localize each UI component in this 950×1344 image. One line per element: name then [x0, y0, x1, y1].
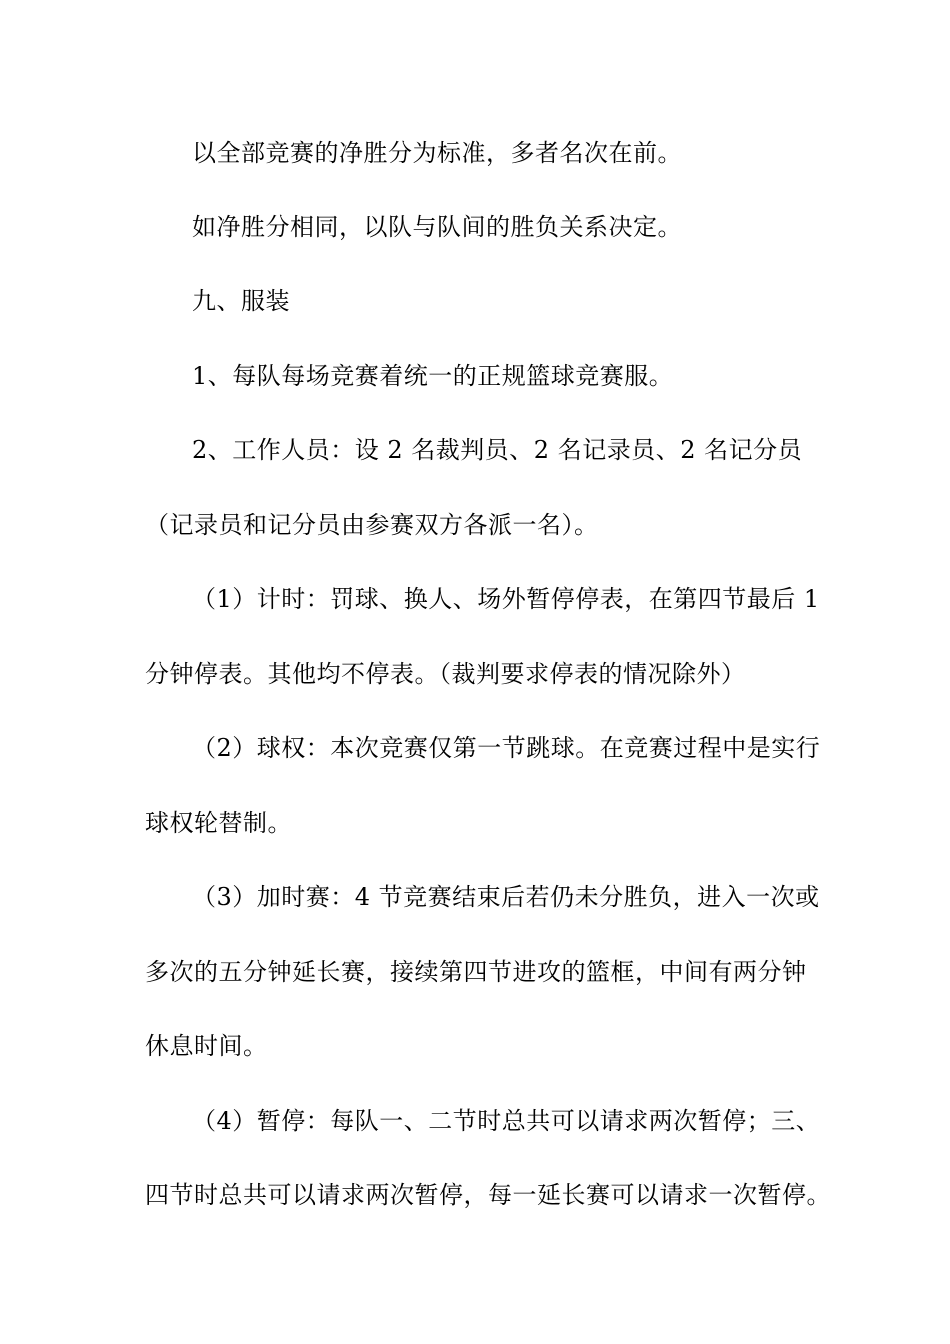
paragraph-possession: （2）球权：本次竞赛仅第一节跳球。在竞赛过程中是实行 — [192, 734, 821, 762]
paragraph-timing: （1）计时：罚球、换人、场外暂停停表，在第四节最后 1 — [192, 585, 820, 613]
section-heading-uniform: 九、服装 — [192, 287, 290, 315]
paragraph-overtime-end: 休息时间。 — [145, 1032, 268, 1060]
paragraph-overtime-continued: 多次的五分钟延长赛，接续第四节进攻的篮框，中间有两分钟 — [145, 958, 807, 986]
paragraph-timing-continued: 分钟停表。其他均不停表。（裁判要求停表的情况除外） — [145, 660, 746, 688]
paragraph-timeout-continued: 四节时总共可以请求两次暂停，每一延长赛可以请求一次暂停。 — [145, 1181, 831, 1209]
paragraph-possession-continued: 球权轮替制。 — [145, 809, 292, 837]
paragraph-staff: 2、工作人员：设 2 名裁判员、2 名记录员、2 名记分员 — [192, 436, 803, 464]
paragraph-ranking-net-score: 以全部竞赛的净胜分为标准，多者名次在前。 — [192, 139, 682, 167]
paragraph-timeout: （4）暂停：每队一、二节时总共可以请求两次暂停；三、 — [192, 1107, 821, 1135]
paragraph-tie-break: 如净胜分相同，以队与队间的胜负关系决定。 — [192, 213, 682, 241]
paragraph-overtime: （3）加时赛：4 节竞赛结束后若仍未分胜负，进入一次或 — [192, 883, 820, 911]
paragraph-uniform-rule: 1、每队每场竞赛着统一的正规篮球竞赛服。 — [192, 362, 674, 390]
paragraph-staff-continued: （记录员和记分员由参赛双方各派一名）。 — [145, 511, 599, 539]
